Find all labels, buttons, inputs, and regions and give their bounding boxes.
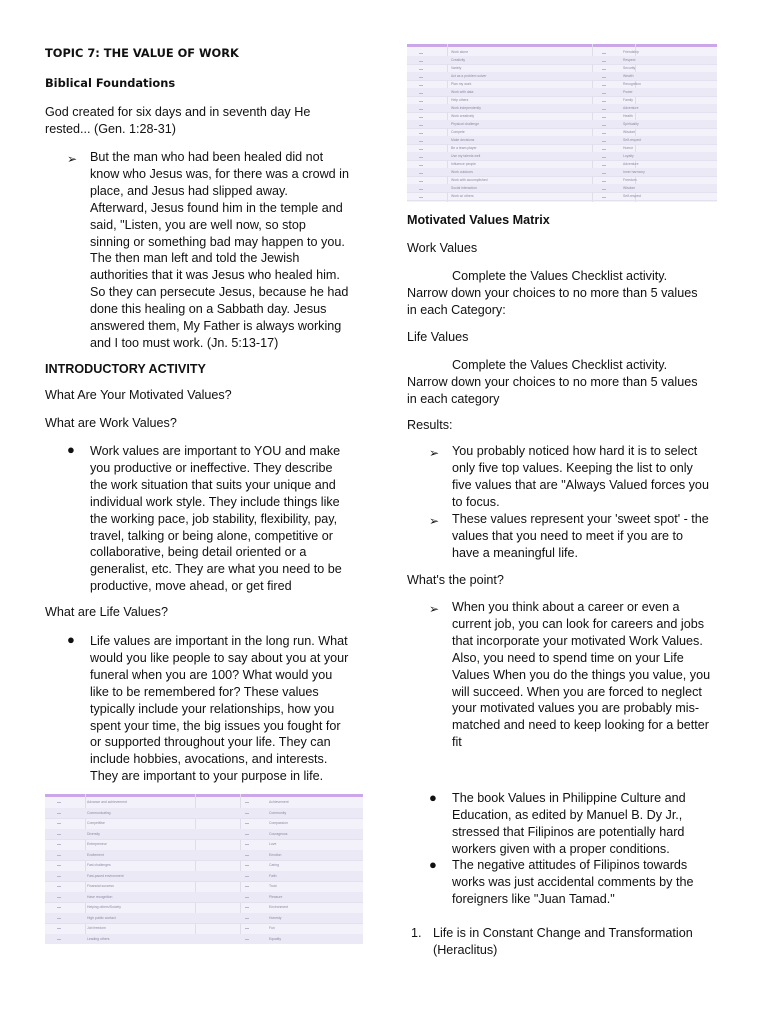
table-cell: Creativity — [451, 58, 466, 62]
checkbox-mark — [602, 173, 606, 174]
life-values-instruction: Complete the Values Checklist activity. Narrow down your choices to no more than 5 values in each category — [407, 358, 698, 406]
checkbox-mark — [419, 85, 423, 86]
checkbox-mark — [419, 149, 423, 150]
table-cell: Compete — [451, 130, 465, 134]
checkbox-mark — [245, 865, 249, 866]
table-cell: Work with accomplished — [451, 178, 488, 182]
table-cell: Helping others/Society — [87, 905, 121, 909]
results-label: Results: — [407, 418, 453, 432]
table-cell: Work outdoors — [451, 170, 473, 174]
checkbox-mark — [57, 802, 61, 803]
table-cell: Entrepreneur — [87, 842, 107, 846]
checkbox-mark — [419, 165, 423, 166]
intro-heading: INTRODUCTORY ACTIVITY — [45, 362, 206, 376]
table-cell: Achievement — [269, 800, 289, 804]
table-cell: Health — [623, 114, 633, 118]
checkbox-mark — [419, 109, 423, 110]
table-cell: High public contact — [87, 915, 116, 920]
checkbox-mark — [602, 101, 606, 102]
checkbox-mark — [602, 133, 606, 134]
results-bullet-1: You probably noticed how hard it is to select only five top values. Keeping the list to only five values that are "Always Valued forces you to focus. — [452, 444, 709, 509]
table-cell: Work w/ others — [451, 194, 474, 198]
table-top-border — [407, 44, 717, 47]
checkbox-mark — [245, 834, 249, 835]
john-passage: But the man who had been healed did not know who Jesus was, for there was a crowd in place, and Jesus had slipped away. Afterward, Jesus found him in the temple and said, "Listen, you are well now, so stop sinning or something bad may happen to you. The then man left and told the Jewish authorities that it was Jesus who healed him. So they can persecute Jesus, because he had done this healing on a Sabbath day. Jesus answered them, My Father is always working and I too must work. (Jn. 5:13-17) — [90, 150, 349, 350]
checkbox-mark — [602, 69, 606, 70]
table-cell: Excitement — [87, 852, 104, 857]
table-cell: Work with data — [451, 90, 474, 94]
checkbox-mark — [57, 918, 61, 919]
q-motivated: What Are Your Motivated Values? — [45, 388, 232, 402]
table-cell: Diversity — [87, 831, 100, 836]
table-cell: Respect — [623, 58, 636, 62]
table-cell: Financial success — [87, 884, 114, 888]
table-cell: Honesty — [269, 915, 282, 920]
checkbox-mark — [602, 53, 606, 54]
checkbox-mark — [419, 181, 423, 182]
arrow-bullet-icon: ➢ — [67, 152, 78, 166]
table-cell: Emotion — [269, 852, 282, 857]
table-cell: Use my talents well — [451, 154, 481, 158]
genesis-paragraph: God created for six days and in seventh day He rested... (Gen. 1:28-31) — [45, 105, 311, 136]
table-cell: Fast-paced environment — [87, 873, 124, 878]
checkbox-mark — [419, 69, 423, 70]
checkbox-mark — [419, 157, 423, 158]
checkbox-mark — [602, 189, 606, 190]
checkbox-mark — [419, 53, 423, 54]
checkbox-mark — [57, 855, 61, 856]
table-cell: Courageous — [269, 831, 288, 836]
checkbox-mark — [57, 876, 61, 877]
life-values-checklist-image — [45, 794, 363, 944]
table-cell: Security — [623, 66, 636, 70]
table-cell: Influence people — [451, 162, 476, 166]
table-cell: Wisdom — [623, 186, 636, 190]
checkbox-mark — [419, 173, 423, 174]
life-values-label: Life Values — [407, 330, 469, 344]
arrow-bullet-icon: ➢ — [429, 446, 440, 460]
checkbox-mark — [245, 813, 249, 814]
topic-title: TOPIC 7: THE VALUE OF WORK — [45, 46, 239, 60]
checkbox-mark — [602, 149, 606, 150]
table-cell: Plan my work — [451, 82, 472, 86]
bullet-dot-icon: ● — [67, 442, 75, 457]
checkbox-mark — [245, 876, 249, 877]
table-cell: Job freedom — [87, 926, 106, 930]
checkbox-mark — [57, 865, 61, 866]
checkbox-mark — [245, 855, 249, 856]
checkbox-mark — [602, 141, 606, 142]
checkbox-mark — [419, 117, 423, 118]
bullet-dot-icon: ● — [429, 790, 437, 805]
checkbox-mark — [57, 886, 61, 887]
table-cell: Work independently — [451, 106, 481, 110]
results-bullet-2: These values represent your 'sweet spot' - the values that you need to meet if you are to have a meaningful life. — [452, 512, 709, 560]
table-cell: Adventure — [623, 106, 639, 110]
checkbox-mark — [245, 886, 249, 887]
q-life-values: What are Life Values? — [45, 605, 168, 619]
checkbox-mark — [245, 897, 249, 898]
checkbox-mark — [245, 939, 249, 940]
table-row — [45, 934, 363, 945]
table-cell: Power — [623, 90, 633, 94]
work-values-checklist-image — [407, 44, 717, 202]
table-row — [407, 192, 717, 201]
bullet-dot-icon: ● — [67, 632, 75, 647]
checkbox-mark — [245, 823, 249, 824]
checkbox-mark — [602, 117, 606, 118]
table-cell: Social interaction — [451, 186, 477, 190]
checkbox-mark — [57, 897, 61, 898]
checkbox-mark — [419, 101, 423, 102]
checkbox-mark — [57, 813, 61, 814]
checkbox-mark — [602, 181, 606, 182]
table-cell: Loyalty — [623, 154, 634, 158]
table-cell: Community — [269, 810, 287, 815]
checkbox-mark — [419, 125, 423, 126]
table-cell: Love — [269, 842, 277, 846]
checkbox-mark — [602, 109, 606, 110]
table-cell: Family — [623, 98, 633, 102]
table-cell: Inner harmony — [623, 170, 645, 174]
table-cell: Work creatively — [451, 114, 475, 118]
table-cell: Make decisions — [451, 138, 475, 142]
numbered-item-1: Life is in Constant Change and Transformation (Heraclitus) — [433, 926, 693, 957]
biblical-heading: Biblical Foundations — [45, 76, 176, 90]
checkbox-mark — [245, 802, 249, 803]
checkbox-mark — [602, 197, 606, 198]
book-bullet: The book Values in Philippine Culture and Education, as edited by Manuel B. Dy Jr., stressed that Filipinos are potentially hard workers given with a proper conditions. — [452, 791, 686, 856]
checkbox-mark — [57, 844, 61, 845]
checkbox-mark — [245, 844, 249, 845]
checkbox-mark — [419, 197, 423, 198]
checkbox-mark — [419, 93, 423, 94]
negative-attitudes-bullet: The negative attitudes of Filipinos towards works was just accidental comments by the foreigners like "Juan Tamad." — [452, 858, 694, 906]
table-cell: Compassion — [269, 821, 288, 825]
table-cell: Work alone — [451, 50, 469, 54]
checkbox-mark — [419, 133, 423, 134]
table-cell: Leading others — [87, 936, 110, 941]
table-cell: Variety — [451, 66, 462, 70]
arrow-bullet-icon: ➢ — [429, 514, 440, 528]
matrix-heading: Motivated Values Matrix — [407, 213, 550, 227]
point-bullet: When you think about a career or even a current job, you can look for careers and jobs that incorporate your motivated Work Values. Also, you need to spend time on your Life Values When you do the things you value, you will succeed. When you are forced to neglect your motivated values you are probably mis- matched and need to keep looking for a better fit — [452, 600, 711, 750]
table-cell: Have recognition — [87, 894, 113, 899]
checkbox-mark — [419, 61, 423, 62]
checkbox-mark — [245, 907, 249, 908]
table-cell: Equality — [269, 936, 282, 941]
checkbox-mark — [602, 93, 606, 94]
table-cell: Friendship — [623, 50, 639, 54]
table-cell: Wisdom — [623, 130, 636, 134]
table-cell: Caring — [269, 863, 279, 867]
table-cell: Spirituality — [623, 122, 639, 126]
table-cell: Freedom — [623, 178, 637, 182]
table-cell: Help others — [451, 98, 469, 102]
table-cell: Adventure — [623, 162, 639, 166]
checkbox-mark — [419, 141, 423, 142]
life-values-description: Life values are important in the long run. What would you like people to say about you at your funeral when you are 100? What would you like to be remembered for? These values typically include your relationships, how you spent your time, the big issues you fought for or supported throughout your life. They can include hobbies, avocations, and interests. They are important to your purpose in life. — [90, 634, 349, 784]
table-cell: Competitive — [87, 821, 105, 825]
checkbox-mark — [419, 77, 423, 78]
table-cell: Self-respect — [623, 194, 642, 198]
table-cell: Trust — [269, 884, 277, 888]
checkbox-mark — [602, 85, 606, 86]
numbered-item-number: 1. — [411, 926, 422, 940]
checkbox-mark — [602, 77, 606, 78]
table-cell: Wealth — [623, 74, 634, 78]
table-cell: Recognition — [623, 82, 641, 86]
checkbox-mark — [602, 61, 606, 62]
table-cell: Be a team player — [451, 146, 477, 150]
work-values-instruction: Complete the Values Checklist activity. Narrow down your choices to no more than 5 values in each Category: — [407, 269, 698, 317]
checkbox-mark — [602, 165, 606, 166]
table-cell: Environment — [269, 905, 289, 909]
checkbox-mark — [57, 823, 61, 824]
table-cell: Fast challenges — [87, 863, 111, 867]
checkbox-mark — [57, 834, 61, 835]
table-cell: Faith — [269, 873, 277, 878]
whats-the-point-label: What's the point? — [407, 573, 504, 587]
checkbox-mark — [57, 928, 61, 929]
table-cell: Physical challenge — [451, 122, 480, 126]
checkbox-mark — [419, 189, 423, 190]
table-cell: Humor — [623, 146, 634, 150]
work-values-label: Work Values — [407, 241, 478, 255]
q-work-values: What are Work Values? — [45, 416, 177, 430]
table-cell: Communicating — [87, 810, 111, 815]
bullet-dot-icon: ● — [429, 857, 437, 872]
table-cell: Fun — [269, 926, 275, 930]
table-cell: Advance and achievement — [87, 800, 127, 804]
work-values-description: Work values are important to YOU and make you productive or ineffective. They describe the work situation that suits your unique and individual work style. They include things like the working pace, job stability, flexibility, pay, travel, talking or being alone, competitive or collaborative, being detail oriented or a generalist, etc. They are what you need to be productive, move ahead, or get fired — [90, 444, 342, 594]
checkbox-mark — [602, 157, 606, 158]
table-cell: Act as a problem solver — [451, 74, 487, 78]
checkbox-mark — [245, 928, 249, 929]
table-cell: Pleasure — [269, 894, 283, 899]
checkbox-mark — [57, 907, 61, 908]
checkbox-mark — [602, 125, 606, 126]
table-cell: Self-respect — [623, 138, 642, 142]
checkbox-mark — [57, 939, 61, 940]
checkbox-mark — [245, 918, 249, 919]
arrow-bullet-icon: ➢ — [429, 602, 440, 616]
